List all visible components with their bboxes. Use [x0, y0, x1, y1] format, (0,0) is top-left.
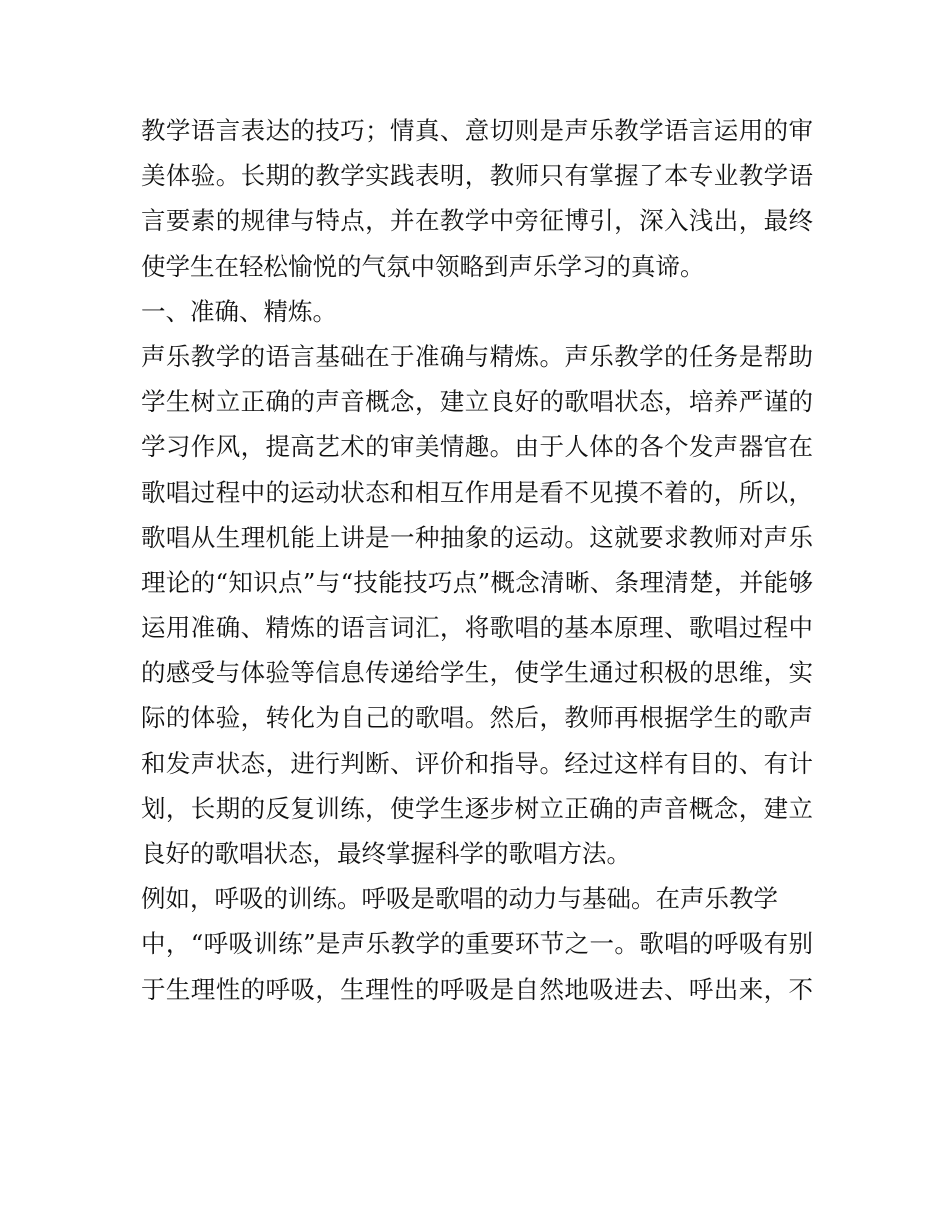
text-line: 学生树立正确的声音概念，建立良好的歌唱状态，培养严谨的 [141, 387, 813, 417]
text-line: 划，长期的反复训练，使学生逐步树立正确的声音概念，建立 [141, 793, 813, 823]
text-line: 使学生在轻松愉悦的气氛中领略到声乐学习的真谛。 [141, 251, 705, 281]
text-line: 学习作风，提高艺术的审美情趣。由于人体的各个发声器官在 [141, 432, 813, 462]
body-text [141, 108, 813, 1012]
text-line: 和发声状态，进行判断、评价和指导。经过这样有目的、有计 [141, 748, 813, 778]
text-line: 声乐教学的语言基础在于准确与精炼。声乐教学的任务是帮助 [141, 341, 813, 371]
section-heading: 一、准确、精炼。 [141, 296, 337, 326]
text-line: 歌唱过程中的运动状态和相互作用是看不见摸不着的，所以， [141, 477, 813, 507]
text-line: 良好的歌唱状态，最终掌握科学的歌唱方法。 [141, 839, 631, 868]
text-line: 运用准确、精炼的语言词汇，将歌唱的基本原理、歌唱过程中 [141, 613, 813, 643]
text-line: 例如，呼吸的训练。呼吸是歌唱的动力与基础。在声乐教学 [141, 884, 778, 914]
text-line: 于生理性的呼吸，生理性的呼吸是自然地吸进去、呼出来，不 [141, 974, 813, 1004]
text-line: 理论的“知识点”与“技能技巧点”概念清晰、条理清楚，并能够 [141, 567, 813, 597]
text-line: 歌唱从生理机能上讲是一种抽象的运动。这就要求教师对声乐 [141, 522, 813, 552]
text-line: 际的体验，转化为自己的歌唱。然后，教师再根据学生的歌声 [141, 703, 813, 733]
text-line: 美体验。长期的教学实践表明，教师只有掌握了本专业教学语 [141, 161, 813, 191]
text-line: 言要素的规律与特点，并在教学中旁征博引，深入浅出，最终 [141, 206, 813, 236]
text-line: 教学语言表达的技巧；情真、意切则是声乐教学语言运用的审 [141, 116, 813, 145]
text-line: 的感受与体验等信息传递给学生，使学生通过积极的思维，实 [141, 658, 813, 688]
text-line: 中，“呼吸训练”是声乐教学的重要环节之一。歌唱的呼吸有别 [141, 929, 813, 959]
